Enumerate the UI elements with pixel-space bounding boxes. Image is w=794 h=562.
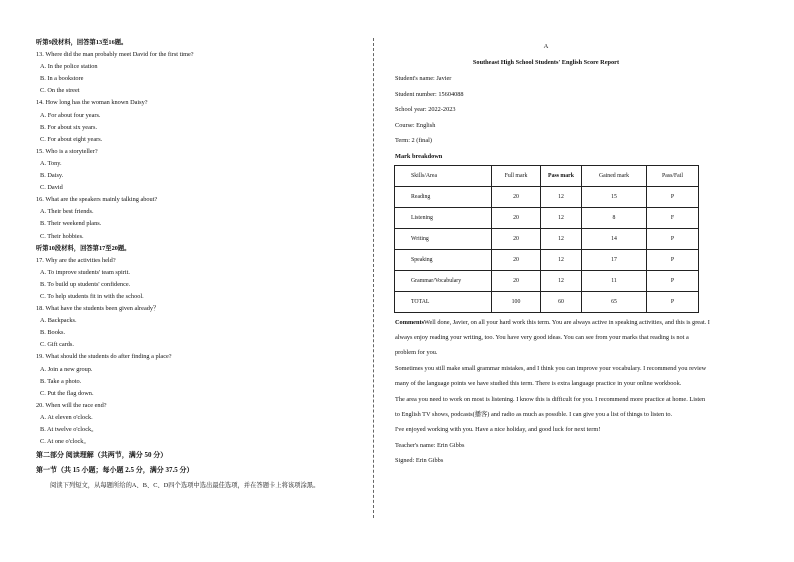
table-header-row: [395, 165, 699, 186]
field-student-number: Student number: 15604088: [395, 90, 464, 98]
table-cell: 12: [541, 249, 582, 270]
field-school-year: School year: 2022-2023: [395, 106, 456, 114]
comment-paragraph: [381, 315, 711, 361]
answer-option: A. Join a new group.: [40, 365, 93, 373]
section-heading: 听第9段材料，回答第13至16题。: [36, 39, 128, 46]
question-text: 18. What have the students been given already？: [36, 305, 160, 313]
comments-label: Comments: [395, 318, 425, 326]
table-cell: 15: [582, 186, 647, 207]
table-cell: P: [647, 228, 699, 249]
table-cell: 60: [541, 291, 582, 312]
table-cell: 20: [492, 186, 541, 207]
field-term: Term: 2 (final): [395, 137, 432, 145]
table-cell: P: [647, 249, 699, 270]
table-cell: 65: [582, 291, 647, 312]
table-cell: 100: [492, 291, 541, 312]
table-row: [395, 228, 699, 249]
passage-letter: A: [543, 43, 549, 50]
table-cell: 17: [582, 249, 647, 270]
table-cell: 12: [541, 270, 582, 291]
answer-option: C. Put the flag down.: [40, 389, 94, 397]
table-cell: 8: [582, 207, 647, 228]
reading-instruction: 阅读下列短文，从每题所给的A、B、C、D四个选项中选出最佳选项，并在答题卡上将该项涂黑。: [50, 482, 320, 490]
table-row: [395, 186, 699, 207]
table-cell: 11: [582, 270, 647, 291]
subsection-title: 第一节（共 15 小题；每小题 2.5 分，满分 37.5 分）: [36, 466, 194, 475]
answer-option: C. Gift cards.: [40, 341, 74, 349]
signature: Signed: Erin Gibbs: [395, 457, 444, 465]
answer-option: A. In the police station: [40, 63, 98, 71]
answer-option: C. Their hobbies.: [40, 232, 84, 240]
table-cell: P: [647, 186, 699, 207]
comment-paragraph: The area you need to work on most is listening. I know this is difficult for you. I recommend more practice at home. Listen to English TV shows, podcasts(播客) and radio as much as possible. I can give you a list of things to listen to.: [395, 395, 706, 418]
comments-block: [381, 315, 711, 469]
table-cell: P: [647, 270, 699, 291]
table-cell: Speaking: [395, 249, 492, 270]
answer-option: A. Their best friends.: [40, 208, 94, 216]
table-cell: 20: [492, 207, 541, 228]
answer-option: B. To build up students' confidence.: [40, 280, 131, 288]
answer-option: A. Tony.: [40, 159, 62, 167]
answer-option: B. At twelve o'clock。: [40, 426, 98, 433]
teacher-name: Teacher's name: Erin Gibbs: [395, 441, 465, 449]
table-cell: Listening: [395, 207, 492, 228]
question-text: 15. Who is a storyteller?: [36, 147, 98, 155]
answer-option: C. David: [40, 184, 63, 192]
table-cell: 12: [541, 207, 582, 228]
question-text: 14. How long has the woman known Daisy?: [36, 99, 148, 107]
answer-option: A. At eleven o'clock.: [40, 413, 93, 421]
answer-option: B. Take a photo.: [40, 377, 82, 385]
table-row: [395, 291, 699, 312]
table-cell: 12: [541, 228, 582, 249]
table-row: [395, 270, 699, 291]
table-row: [395, 207, 699, 228]
report-title: Southeast High School Students' English Score Report: [472, 59, 620, 66]
table-row: [395, 249, 699, 270]
answer-option: B. Books.: [40, 329, 66, 337]
table-cell: Writing: [395, 228, 492, 249]
table-cell: Grammar/Vocabulary: [395, 270, 492, 291]
field-course: Course: English: [395, 121, 436, 129]
question-text: 19. What should the students do after finding a place?: [36, 353, 172, 361]
table-cell: 20: [492, 270, 541, 291]
answer-option: B. For about six years.: [40, 123, 98, 131]
question-text: 16. What are the speakers mainly talking about?: [36, 196, 158, 204]
answer-option: C. For about eight years.: [40, 135, 103, 143]
answer-option: C. To help students fit in with the school.: [40, 292, 144, 300]
comment-paragraph: I've enjoyed working with you. Have a nice holiday, and good luck for next term!: [395, 426, 601, 434]
question-text: 13. Where did the man probably meet David for the first time?: [36, 51, 194, 59]
table-header-cell: Skills/Area: [395, 165, 492, 186]
table-cell: Reading: [395, 186, 492, 207]
table-cell: 20: [492, 228, 541, 249]
right-column: [381, 40, 711, 469]
answer-option: C. At one o'clock。: [40, 438, 90, 446]
table-cell: F: [647, 207, 699, 228]
table-header-cell: Full mark: [492, 165, 541, 186]
table-header-cell: Pass/Fail: [647, 165, 699, 186]
question-text: 17. Why are the activities held?: [36, 256, 116, 264]
mark-breakdown-label: Mark breakdown: [395, 152, 443, 160]
table-cell: 14: [582, 228, 647, 249]
answer-option: B. Daisy.: [40, 172, 64, 180]
table-cell: 20: [492, 249, 541, 270]
answer-option: C. On the street: [40, 87, 80, 95]
comment-paragraph: Sometimes you still make small grammar mistakes, and I think you can improve your vocabulary. I recommend you review many of the language points we have studied this term. There is extra language practice in your online workbook.: [395, 364, 707, 388]
comment-text: Well done, Javier, on all your hard work this term. You are always active in speaking activities, and this is great. I always enjoy reading your writing, too. You have very good ideas. You can see from your marks that reading is not a problem for you.: [395, 318, 710, 357]
answer-option: B. In a bookstore: [40, 75, 84, 83]
left-column: [36, 37, 366, 493]
answer-option: B. Their weekend plans.: [40, 220, 102, 228]
answer-option: A. Backpacks.: [40, 317, 77, 325]
column-divider: [373, 38, 374, 518]
section-title: 第二部分 阅读理解（共两节，满分 50 分）: [36, 451, 168, 460]
table-cell: TOTAL: [395, 291, 492, 312]
answer-option: A. To improve students' team spirit.: [40, 268, 130, 276]
score-table: [394, 165, 699, 313]
section-heading: 听第10段材料，回答第17至20题。: [36, 244, 131, 252]
answer-option: A. For about four years.: [40, 111, 101, 119]
field-student-name: Student's name: Javier: [395, 75, 452, 82]
table-header-cell: Pass mark: [541, 165, 582, 186]
listening-questions: [36, 37, 366, 448]
table-cell: 12: [541, 186, 582, 207]
table-cell: P: [647, 291, 699, 312]
question-text: 20. When will the race end?: [36, 401, 107, 409]
table-header-cell: Gained mark: [582, 165, 647, 186]
